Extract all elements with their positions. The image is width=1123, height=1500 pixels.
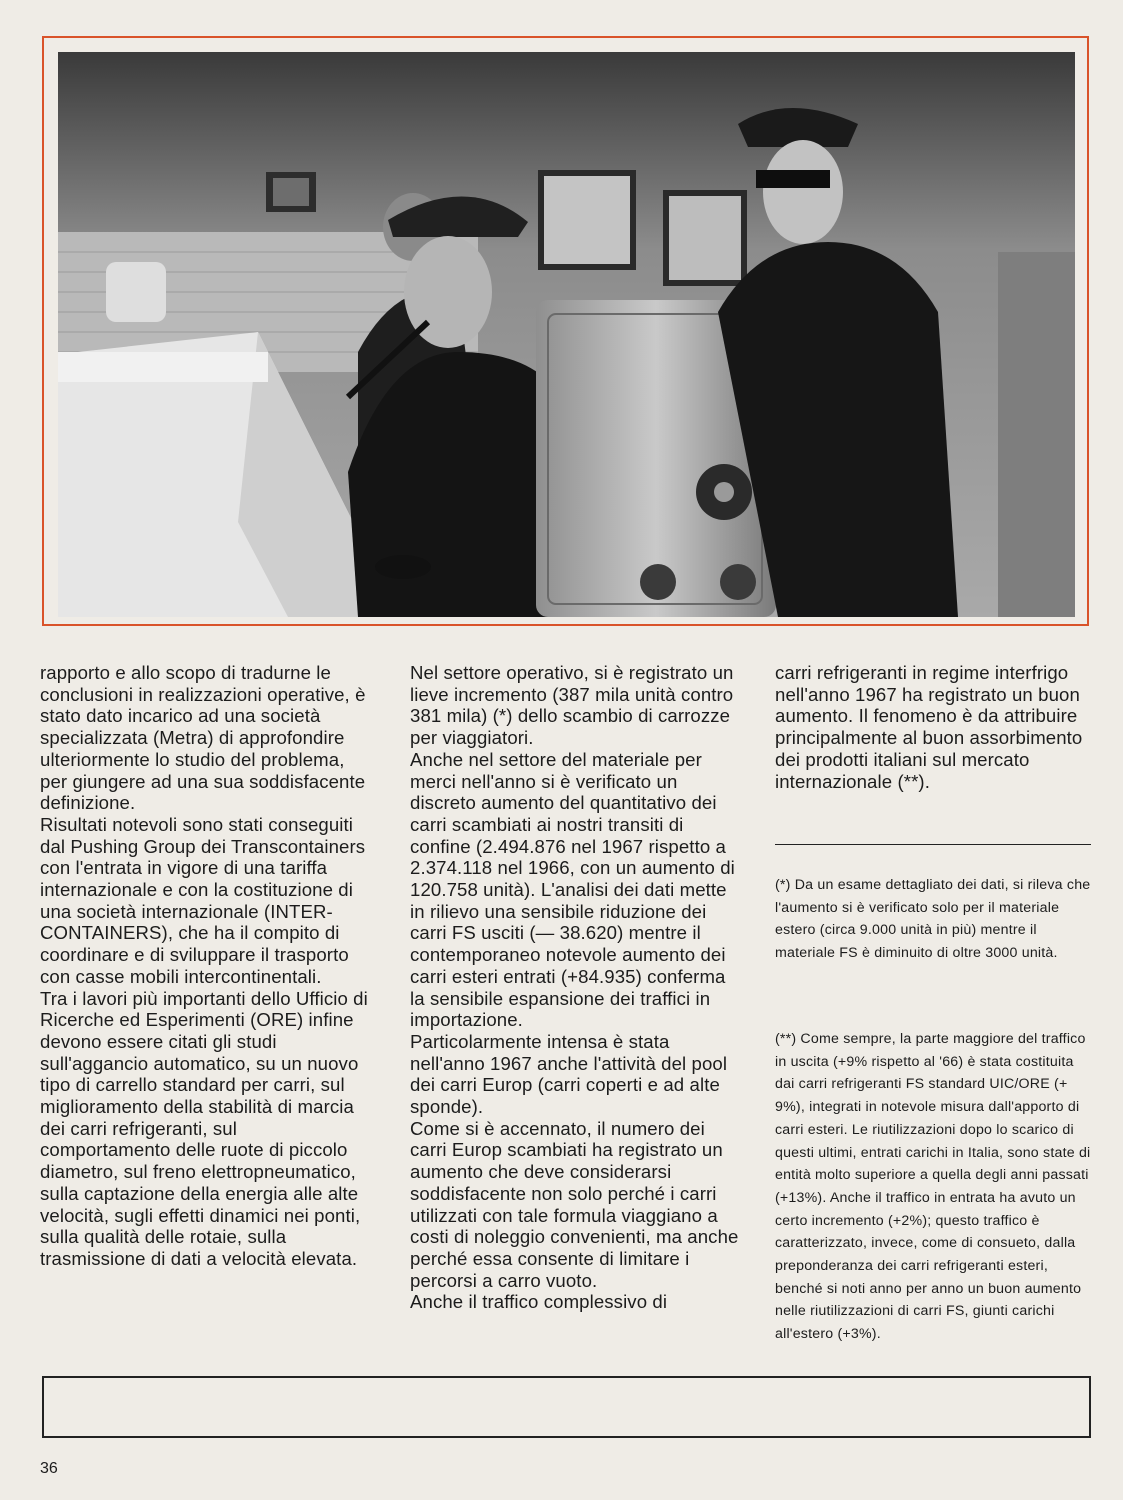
paragraph: Come si è accennato, il numero dei carri Europ scambiati ha registrato un aumento che deve considerarsi soddisfacente non solo perché i carri utilizzati con tale formula viaggiano a costi di noleggio convenienti, ma anche perché essa consente di limitare i percorsi a carro vuoto. <box>410 1117 739 1291</box>
photograph <box>58 52 1075 617</box>
footer-box <box>42 1376 1091 1438</box>
footnote-1 <box>775 874 1091 965</box>
footnote-divider <box>775 844 1091 845</box>
paragraph: Risultati notevoli sono stati conseguiti dal Pushing Group dei Transcontainers con l'entrata in vigore di una tariffa internazionale e con la costituzione di una società internazionale (INTER-CONTAINERS), che ha il compito di coordinare e di sviluppare il trasporto con casse mobili intercontinentali. <box>40 813 366 987</box>
paragraph: Anche il traffico complessivo di <box>410 1291 668 1313</box>
footnote-2 <box>775 1028 1091 1346</box>
paragraph: Anche nel settore del materiale per merci nell'anno si è verificato un discreto aumento del quantitativo dei carri scambiati ai nostri transiti di confine (2.494.876 nel 1967 rispetto a 2.374.118 nel 1966, con un aumento di 120.758 unità). L'analisi dei dati mette in rilievo una sensibile riduzione dei carri FS usciti (— 38.620) mentre il contemporaneo notevole aumento dei carri esteri entrati (+84.935) conferma la sensibile espansione dei traffici in importazione. <box>410 748 735 1031</box>
text-column-1 <box>40 662 370 1270</box>
text-column-2 <box>410 662 740 1313</box>
footnote-text: (**) Come sempre, la parte maggiore del traffico in uscita (+9% rispetto al '66) è stata costituita dai carri refrigeranti FS standard UIC/ORE (+ 9%), integrati in notevole misura dall'apporto di carri esteri. Le riutilizzazioni dopo lo scarico di questi ultimi, entrati carichi in Italia, sono state di entità molto superiore a quella degli anni passati (+13%). Anche il traffico in entrata ha avuto un certo incremento (+2%); questo traffico è caratterizzato, invece, come di consueto, dalla preponderanza dei carri refrigeranti esteri, benché si noti anno per anno un buon aumento nelle riutilizzazioni di carri FS, giunti carichi all'estero (+3%). <box>775 1031 1091 1343</box>
photo-frame <box>42 36 1089 626</box>
paragraph: rapporto e allo scopo di tradurne le conclusioni in realizzazioni operative, è stato dato incarico ad una società specializzata (Metra) di approfondire ulteriormente lo studio del problema, per giungere ad una sua soddisfacente definizione. <box>40 662 366 814</box>
page-number: 36 <box>40 1460 58 1477</box>
paragraph: carri refrigeranti in regime interfrigo nell'anno 1967 ha registrato un buon aumento. Il fenomeno è da attribuire principalmente al buon assorbimento dei prodotti italiani sul mercato internazionale (**). <box>775 662 1083 792</box>
text-column-3 <box>775 662 1095 792</box>
paragraph: Tra i lavori più importanti dello Ufficio di Ricerche ed Esperimenti (ORE) infine devono essere citati gli studi sull'aggancio automatico, su un nuovo tipo di carrello standard per carri, sul miglioramento della stabilità di marcia dei carri refrigeranti, sul comportamento delle ruote di piccolo diametro, sul freno elettropneumatico, sulla captazione della energia alle alte velocità, sugli effetti dinamici nei ponti, sulla qualità delle rotaie, sulla trasmissione di dati a velocità elevata. <box>40 987 368 1269</box>
paragraph: Nel settore operativo, si è registrato un lieve incremento (387 mila unità contro 381 mila) (*) dello scambio di carrozze per viaggiatori. <box>410 662 734 749</box>
footnote-text: (*) Da un esame dettagliato dei dati, si rileva che l'aumento si è verificato solo per il materiale estero (circa 9.000 unità in più) mentre il materiale FS è diminuito di oltre 3000 unità. <box>775 877 1091 962</box>
paragraph: Particolarmente intensa è stata nell'anno 1967 anche l'attività del pool dei carri Europ (carri coperti e ad alte sponde). <box>410 1030 728 1118</box>
